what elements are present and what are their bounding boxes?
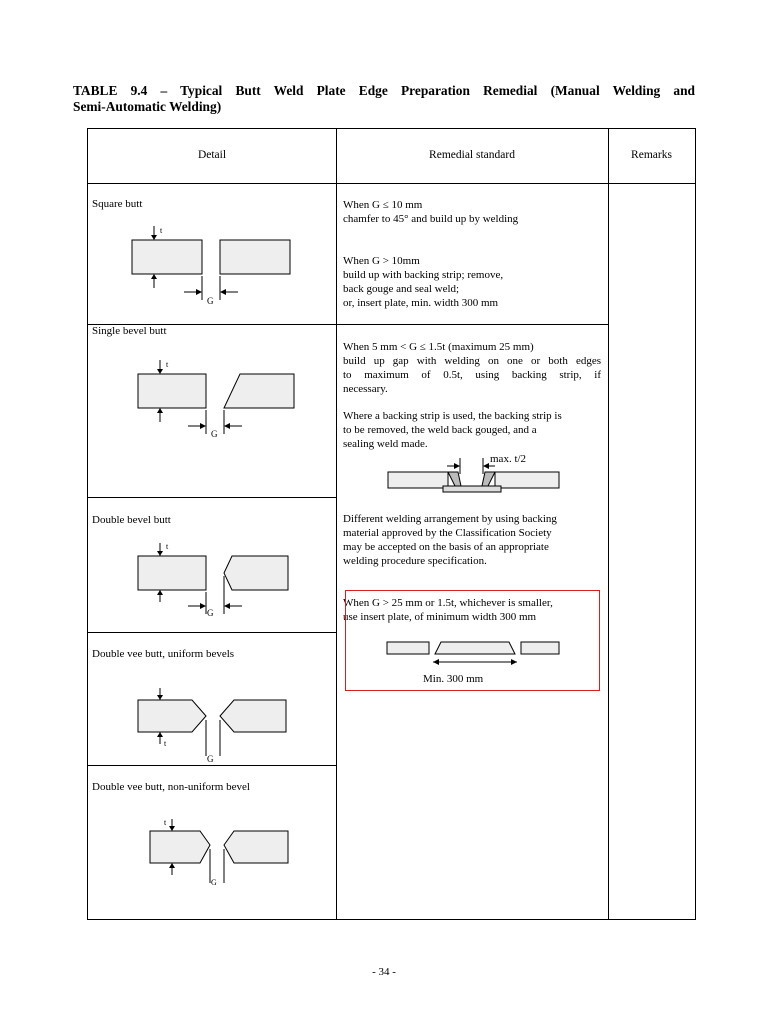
remedial-square-1: When G ≤ 10 mm chamfer to 45° and build up by welding — [343, 199, 519, 225]
remedial-double-2: When G > 25 mm or 1.5t, whichever is smaller, use insert plate, of minimum width 300 mm — [343, 597, 553, 623]
svg-text:G: G — [211, 429, 218, 439]
svg-text:G: G — [207, 754, 214, 764]
remedial-double-1: Different welding arrangement by using backing material approved by the Classification Society may be accepted on the basis of an appropriate welding procedure specification. — [343, 513, 557, 567]
detail-double-vee-uniform: Double vee butt, uniform bevels — [92, 648, 235, 660]
svg-text:G: G — [207, 608, 214, 618]
svg-text:G: G — [207, 296, 214, 306]
header-remarks: Remarks — [631, 149, 672, 161]
insert-plate-diagram — [385, 636, 565, 686]
svg-text:t: t — [166, 542, 169, 551]
svg-text:max. t/2: max. t/2 — [490, 453, 527, 465]
remedial-single-2: Where a backing strip is used, the backing strip is to be removed, the weld back gouged, and a sealing weld made. — [343, 410, 562, 450]
title-line-1: TABLE 9.4 – Typical Butt Weld Plate Edge Preparation Remedial (Manual Welding and — [73, 83, 695, 98]
svg-text:G: G — [211, 878, 217, 887]
square-butt-diagram — [120, 222, 300, 312]
detail-single-bevel: Single bevel butt — [92, 325, 167, 337]
svg-text:t: t — [160, 226, 163, 235]
page-number: - 34 - — [372, 966, 396, 978]
table-title — [73, 83, 695, 115]
backing-strip-diagram — [385, 452, 575, 497]
detail-double-vee-nonuniform: Double vee butt, non-uniform bevel — [92, 781, 250, 793]
double-bevel-diagram — [128, 540, 308, 620]
single-bevel-diagram — [128, 356, 308, 446]
svg-text:Min. 300 mm: Min. 300 mm — [423, 673, 484, 685]
double-vee-nonuniform-diagram — [140, 815, 310, 895]
title-line-2: Semi-Automatic Welding) — [73, 99, 222, 114]
header-detail: Detail — [197, 149, 227, 161]
detail-square-butt: Square butt — [92, 198, 143, 210]
detail-double-bevel: Double bevel butt — [92, 514, 171, 526]
svg-text:t: t — [164, 818, 167, 827]
svg-text:t: t — [166, 360, 169, 369]
remedial-single-1: When 5 mm < G ≤ 1.5t (maximum 25 mm) build up gap with welding on one or both edges to maximum of 0.5t, using backing strip, if necessary. — [343, 341, 601, 395]
double-vee-uniform-diagram — [128, 680, 308, 765]
remedial-square-2: When G > 10mm build up with backing strip; remove, back gouge and seal weld; or, insert plate, min. width 300 mm — [343, 255, 504, 309]
svg-text:t: t — [164, 739, 167, 748]
header-remedial: Remedial standard — [429, 149, 515, 161]
